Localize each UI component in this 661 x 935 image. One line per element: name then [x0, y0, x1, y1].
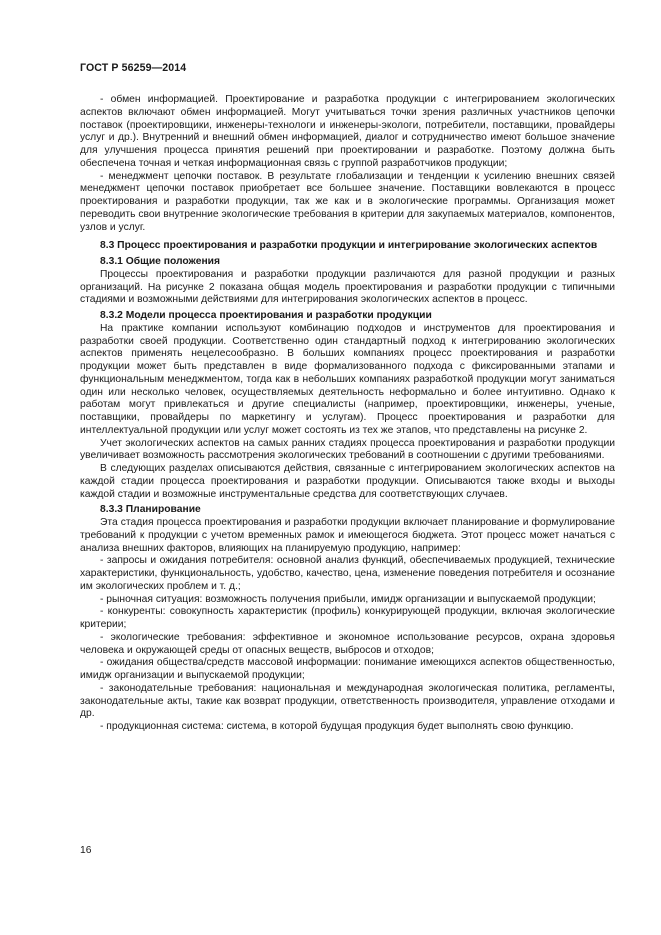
subsection-heading-8-3-3: 8.3.3 Планирование — [100, 504, 201, 516]
paragraph-planning: Эта стадия процесса проектирования и разработки продукции включает планирование и формулирование требований к продукции с учетом временных рамок и имеющегося бюджета. Этот процесс может начаться с анализа внешних факторов, влияющих на планируемую продукцию, например: — [80, 517, 615, 554]
page-number: 16 — [80, 845, 92, 856]
paragraph-supply-chain: - менеджмент цепочки поставок. В результате глобализации и тенденции к усилению внешних связей менеджмент цепочки поставок приобретает все большее значение. Поставщики вовлекаются в процесс проектирования и разработки продукции, так же как и в экологические программы. Организация может переводить свои внутренние экологические требования в критерии для закупаемых материалов, компонентов, узлов и услуг. — [80, 170, 615, 233]
paragraph-models-2: Учет экологических аспектов на самых ранних стадиях процесса проектирования и разработки продукции увеличивает возможность рассмотрения экологических требований в соотношении с другими требованиями. — [80, 437, 615, 462]
list-item: - продукционная система: система, в которой будущая продукция будет выполнять свою функцию. — [100, 721, 574, 732]
list-item: - ожидания общества/средств массовой информации: понимание имеющихся аспектов общественностью, имидж организации и выпускаемой продукции; — [80, 657, 615, 681]
paragraph-models-3: В следующих разделах описываются действия, связанные с интегрированием экологических аспектов на каждой стадии процесса проектирования и разработки продукции. Описываются также входы и выходы каждой стадии и возможные инструментальные средства для соответствующих случаев. — [80, 463, 615, 500]
paragraph-models-1: На практике компании используют комбинацию подходов и инструментов для проектирования и разработки своей продукции. Соответственно один стандартный подход к интегрированию экологических аспектов применять нецелесообразно. В больших компаниях процесс проектирования и разработки продукции может быть представлен в виде формализованного подхода с фиксированными этапами и функциональным менеджментом, тогда как в небольших компаниях разработкой продукции могут заниматься один или несколько человек, осуществляемых деятельность неформально и более интуитивно. Однако к работам могут привлекаться и другие специалисты (например, проектировщики, инженеры, ученые, поставщики, провайдеры по маркетингу и услугам). Процесс проектирования и разработки для интеллектуальной продукции или услуг может состоять из тех же этапов, что представлены на рисунке 2. — [80, 322, 615, 436]
list-item: - законодательные требования: национальная и международная экологическая политика, регламенты, законодательные акты, такие как возврат продукции, ответственность производителя, управление отходами и др. — [80, 682, 615, 720]
document-body — [80, 94, 615, 734]
list-item: - конкуренты: совокупность характеристик (профиль) конкурирующей продукции, включая экологические критерии; — [80, 606, 615, 630]
paragraph-information-exchange: - обмен информацией. Проектирование и разработка продукции с интегрированием экологических аспектов включают обмен информацией. Могут учитываться точки зрения различных участников цепочки поставок (проектировщики, инженеры-технологи и инженеры-экологи, потребители, поставщики, провайдеры услуг и др.). Внутренний и внешний обмен информацией, диалог и сотрудничество имеют большое значение для улучшения процесса принятия решений при проектировании и разработке. Поэтому должна быть обеспечена точная и четкая информационная связь с группой разработчиков продукции; — [80, 94, 615, 169]
list-item: - запросы и ожидания потребителя: основной анализ функций, обеспечиваемых продукцией, технические характеристики, функциональность, удобство, качество, цена, изменение поведения потребителя и осознание им экологических проблем и т. д.; — [80, 555, 615, 592]
subsection-heading-8-3-1: 8.3.1 Общие положения — [100, 256, 220, 267]
section-heading-8-3: 8.3 Процесс проектирования и разработки продукции и интегрирование экологических аспектов — [100, 240, 598, 252]
list-item: - рыночная ситуация: возможность получения прибыли, имидж организации и выпускаемой продукции; — [100, 593, 596, 605]
paragraph-general: Процессы проектирования и разработки продукции различаются для разной продукции и разных организаций. На рисунке 2 показана общая модель проектирования и разработки продукции с типичными стадиями и возможными действиями для интегрирования экологических аспектов в процесс. — [80, 268, 615, 306]
list-item: - экологические требования: эффективное и экономное использование ресурсов, охрана здоровья человека и окружающей среды от опасных веществ, выбросов и отходов; — [80, 631, 615, 656]
document-header: ГОСТ Р 56259—2014 — [80, 62, 187, 74]
subsection-heading-8-3-2: 8.3.2 Модели процесса проектирования и разработки продукции — [100, 310, 432, 321]
